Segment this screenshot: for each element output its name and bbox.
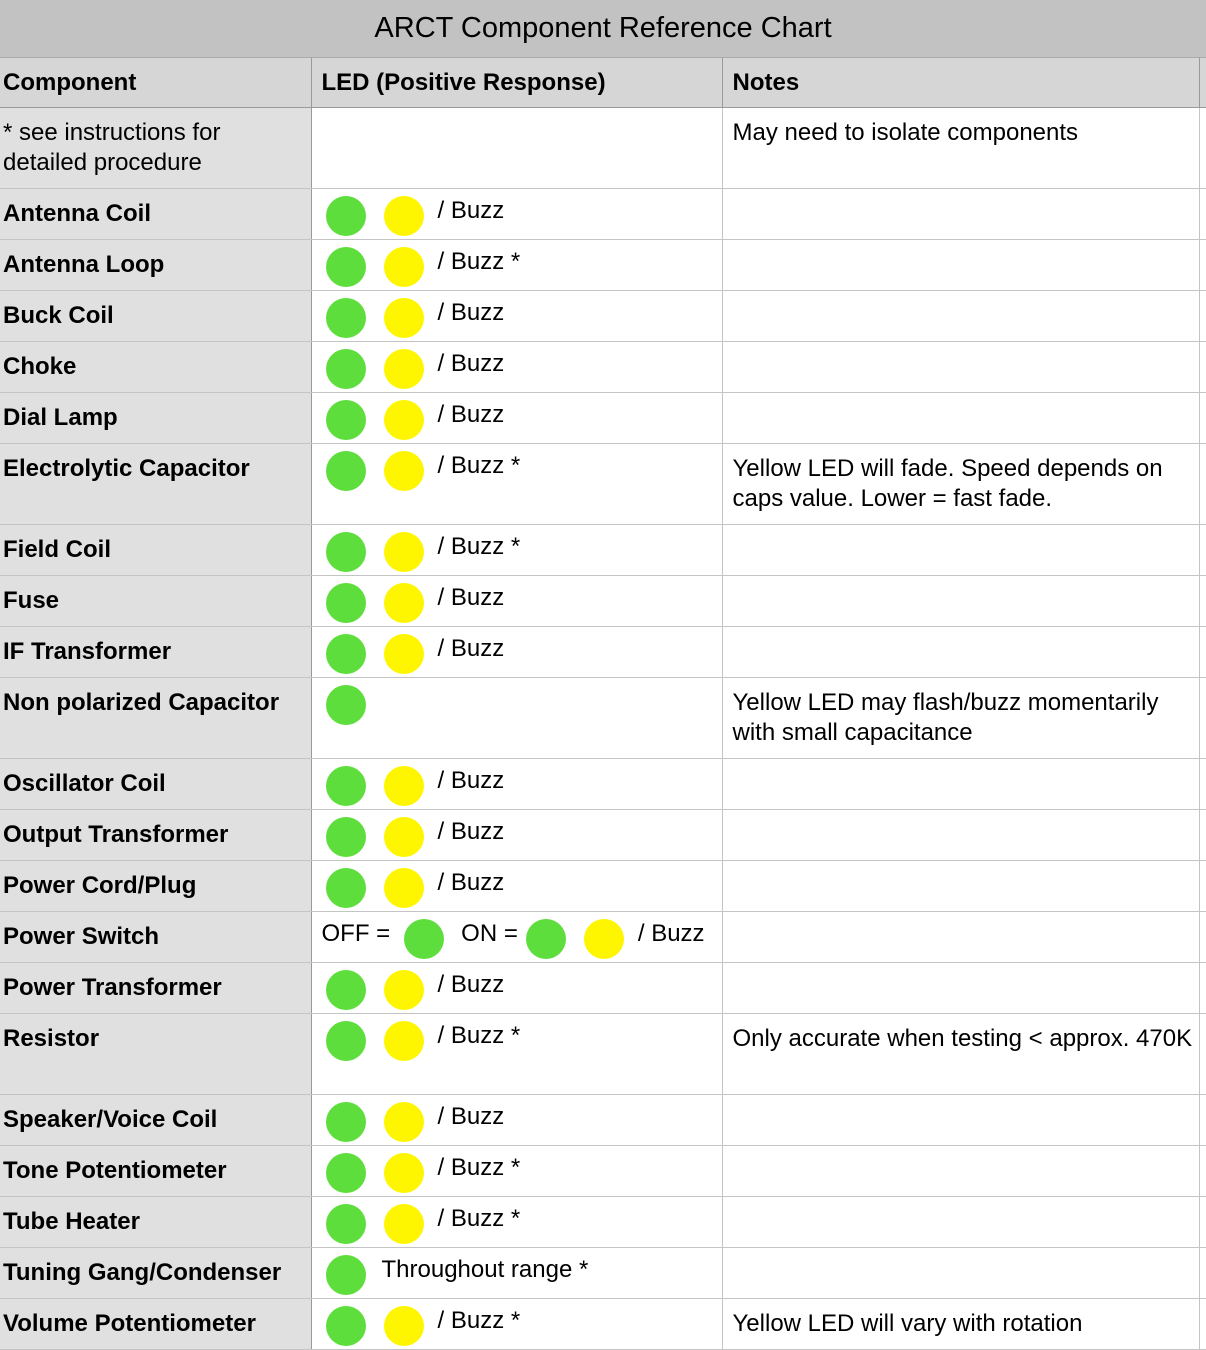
component-name: Power Transformer — [0, 963, 311, 1014]
buzz-label: / Buzz — [437, 818, 505, 845]
yellow-led-indicator — [384, 970, 424, 1010]
green-led-indicator — [526, 919, 566, 959]
buzz-label: / Buzz — [437, 350, 505, 377]
table-row — [0, 576, 1206, 627]
yellow-led-indicator — [584, 919, 624, 959]
buzz-label: / Buzz — [437, 635, 505, 662]
buzz-label: / Buzz — [437, 1103, 505, 1130]
header-edge — [1199, 58, 1206, 108]
table-row — [0, 912, 1206, 963]
notes-cell — [722, 759, 1199, 810]
yellow-led-indicator — [384, 1306, 424, 1346]
yellow-led-indicator — [384, 400, 424, 440]
led-cell — [311, 1146, 722, 1197]
yellow-led-indicator — [384, 583, 424, 623]
table-row — [0, 342, 1206, 393]
buzz-label: / Buzz * — [437, 452, 521, 479]
component-name: Fuse — [0, 576, 311, 627]
yellow-led-indicator — [384, 451, 424, 491]
buzz-label: / Buzz — [437, 299, 505, 326]
header-led: LED (Positive Response) — [311, 58, 722, 108]
table-row-intro — [0, 108, 1206, 189]
table-row — [0, 627, 1206, 678]
component-name: Output Transformer — [0, 810, 311, 861]
notes-cell — [722, 1095, 1199, 1146]
yellow-led-indicator — [384, 298, 424, 338]
yellow-led-indicator — [384, 349, 424, 389]
yellow-led-indicator — [384, 532, 424, 572]
buzz-label: / Buzz * — [437, 248, 521, 275]
yellow-led-indicator — [384, 868, 424, 908]
table-row — [0, 861, 1206, 912]
led-cell — [311, 189, 722, 240]
green-led-indicator — [326, 817, 366, 857]
green-led-indicator — [326, 196, 366, 236]
component-name: IF Transformer — [0, 627, 311, 678]
component-name: Tone Potentiometer — [0, 1146, 311, 1197]
table-row — [0, 678, 1206, 759]
led-cell — [311, 108, 722, 189]
yellow-led-indicator — [384, 1204, 424, 1244]
switch-off-label: OFF = — [321, 920, 391, 947]
led-cell — [311, 627, 722, 678]
yellow-led-indicator — [384, 1021, 424, 1061]
table-row — [0, 1146, 1206, 1197]
table-row — [0, 1197, 1206, 1248]
table-row — [0, 1095, 1206, 1146]
component-name: Non polarized Capacitor — [0, 678, 311, 759]
notes-cell — [722, 861, 1199, 912]
green-led-indicator — [326, 970, 366, 1010]
component-name: Field Coil — [0, 525, 311, 576]
buzz-label: / Buzz — [437, 401, 505, 428]
notes-cell: Yellow LED will vary with rotation — [722, 1299, 1199, 1350]
table-row — [0, 444, 1206, 525]
table-row — [0, 1248, 1206, 1299]
green-led-indicator — [326, 766, 366, 806]
led-cell — [311, 291, 722, 342]
header-notes: Notes — [722, 58, 1199, 108]
green-led-indicator — [326, 1255, 366, 1295]
green-led-indicator — [326, 1306, 366, 1346]
green-led-indicator — [326, 349, 366, 389]
green-led-indicator — [326, 1021, 366, 1061]
table-row — [0, 1014, 1206, 1095]
notes-cell — [722, 525, 1199, 576]
buzz-label: / Buzz * — [437, 1307, 521, 1334]
table-row — [0, 963, 1206, 1014]
notes-cell — [722, 912, 1199, 963]
table-row — [0, 189, 1206, 240]
table-row — [0, 810, 1206, 861]
notes-cell: Yellow LED will fade. Speed depends on caps value. Lower = fast fade. — [722, 444, 1199, 525]
buzz-label: / Buzz * — [437, 1022, 521, 1049]
led-cell — [311, 1248, 722, 1299]
table-row — [0, 291, 1206, 342]
led-cell — [311, 912, 722, 963]
component-name: Volume Potentiometer — [0, 1299, 311, 1350]
buzz-label: / Buzz * — [437, 1205, 521, 1232]
component-name: Antenna Loop — [0, 240, 311, 291]
green-led-indicator — [326, 298, 366, 338]
notes-cell — [722, 393, 1199, 444]
table-row — [0, 759, 1206, 810]
instructions-note: * see instructions for detailed procedure — [0, 108, 311, 189]
notes-cell — [722, 1197, 1199, 1248]
component-name: Tuning Gang/Condenser — [0, 1248, 311, 1299]
led-cell — [311, 810, 722, 861]
notes-cell — [722, 963, 1199, 1014]
notes-cell — [722, 1248, 1199, 1299]
led-cell — [311, 1197, 722, 1248]
table-row — [0, 525, 1206, 576]
component-name: Electrolytic Capacitor — [0, 444, 311, 525]
component-name: Resistor — [0, 1014, 311, 1095]
component-name: Power Switch — [0, 912, 311, 963]
notes-cell: Only accurate when testing < approx. 470K — [722, 1014, 1199, 1095]
notes-cell: Yellow LED may flash/buzz momentarily with small capacitance — [722, 678, 1199, 759]
component-name: Oscillator Coil — [0, 759, 311, 810]
led-cell — [311, 1095, 722, 1146]
green-led-indicator — [326, 1102, 366, 1142]
component-name: Buck Coil — [0, 291, 311, 342]
table-row — [0, 240, 1206, 291]
green-led-indicator — [326, 532, 366, 572]
led-cell — [311, 444, 722, 525]
component-name: Choke — [0, 342, 311, 393]
green-led-indicator — [404, 919, 444, 959]
green-led-indicator — [326, 1153, 366, 1193]
led-cell — [311, 1299, 722, 1350]
green-led-indicator — [326, 1204, 366, 1244]
notes-cell — [722, 189, 1199, 240]
component-name: Dial Lamp — [0, 393, 311, 444]
green-led-indicator — [326, 451, 366, 491]
buzz-label: / Buzz — [437, 971, 505, 998]
component-rows — [0, 189, 1206, 1350]
yellow-led-indicator — [384, 1153, 424, 1193]
led-cell — [311, 393, 722, 444]
buzz-label: / Buzz * — [437, 533, 521, 560]
green-led-indicator — [326, 583, 366, 623]
notes-cell: May need to isolate components — [722, 108, 1199, 189]
led-cell — [311, 861, 722, 912]
notes-cell — [722, 240, 1199, 291]
table-row — [0, 1299, 1206, 1350]
led-cell — [311, 576, 722, 627]
led-cell — [311, 240, 722, 291]
buzz-label: / Buzz — [437, 584, 505, 611]
component-name: Antenna Coil — [0, 189, 311, 240]
component-name: Speaker/Voice Coil — [0, 1095, 311, 1146]
led-cell — [311, 759, 722, 810]
buzz-label: / Buzz — [437, 869, 505, 896]
led-cell — [311, 525, 722, 576]
green-led-indicator — [326, 685, 366, 725]
buzz-label: / Buzz — [437, 197, 505, 224]
component-name: Power Cord/Plug — [0, 861, 311, 912]
yellow-led-indicator — [384, 634, 424, 674]
table-row — [0, 393, 1206, 444]
led-cell — [311, 963, 722, 1014]
response-label: Throughout range * — [381, 1256, 589, 1283]
green-led-indicator — [326, 247, 366, 287]
header-component: Component — [0, 58, 311, 108]
buzz-label: / Buzz * — [437, 1154, 521, 1181]
notes-cell — [722, 342, 1199, 393]
buzz-label: / Buzz — [437, 767, 505, 794]
notes-cell — [722, 810, 1199, 861]
notes-cell — [722, 627, 1199, 678]
buzz-label: / Buzz — [637, 920, 705, 947]
green-led-indicator — [326, 868, 366, 908]
led-cell — [311, 342, 722, 393]
notes-cell — [722, 576, 1199, 627]
chart-title: ARCT Component Reference Chart — [0, 0, 1206, 58]
led-cell — [311, 678, 722, 759]
notes-cell — [722, 291, 1199, 342]
yellow-led-indicator — [384, 196, 424, 236]
green-led-indicator — [326, 400, 366, 440]
yellow-led-indicator — [384, 817, 424, 857]
yellow-led-indicator — [384, 247, 424, 287]
green-led-indicator — [326, 634, 366, 674]
yellow-led-indicator — [384, 1102, 424, 1142]
switch-on-label: ON = — [461, 920, 518, 947]
yellow-led-indicator — [384, 766, 424, 806]
component-name: Tube Heater — [0, 1197, 311, 1248]
notes-cell — [722, 1146, 1199, 1197]
led-cell — [311, 1014, 722, 1095]
